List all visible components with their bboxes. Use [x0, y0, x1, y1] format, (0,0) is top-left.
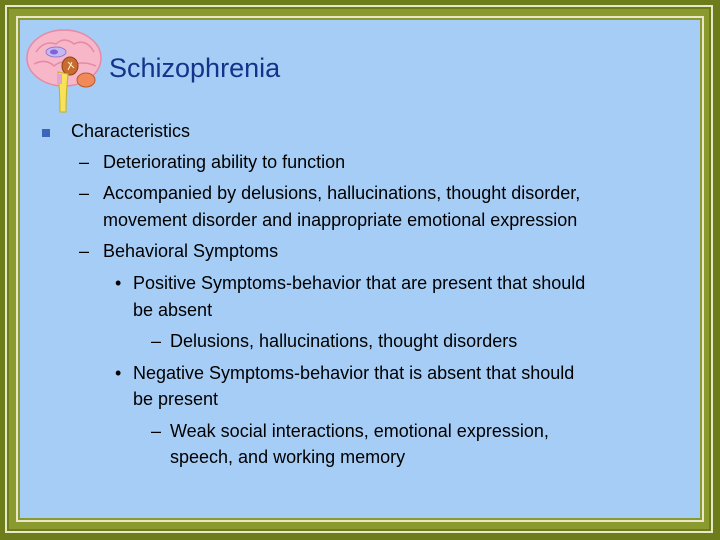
dot-marker: • — [115, 273, 122, 293]
dash-marker: – — [79, 241, 90, 261]
dash-marker: – — [79, 152, 90, 172]
dash-marker: – — [151, 421, 162, 441]
bullet-l1: Characteristics — [71, 121, 191, 141]
bullet-l3-2b: be present — [133, 389, 219, 409]
bullet-l2-3: Behavioral Symptoms — [103, 241, 279, 261]
dash-marker: – — [79, 183, 90, 203]
bullet-l3-2a: Negative Symptoms-behavior that is absent that should — [133, 363, 575, 383]
bullet-l2-2a: Accompanied by delusions, hallucinations, thought disorder, — [103, 183, 581, 203]
brain-icon — [24, 22, 104, 114]
slide-content — [20, 20, 700, 518]
bullet-l3-1b: be absent — [133, 300, 213, 320]
bullet-l4-1: Delusions, hallucinations, thought disorders — [170, 331, 518, 351]
dash-marker: – — [151, 331, 162, 351]
square-bullet-icon — [42, 129, 50, 137]
bullet-l4-2b: speech, and working memory — [170, 447, 406, 467]
bullet-l2-1: Deteriorating ability to function — [103, 152, 346, 172]
slide-title: Schizophrenia — [109, 53, 281, 83]
bullet-l2-2b: movement disorder and inappropriate emotional expression — [103, 210, 578, 230]
bullet-l4-2a: Weak social interactions, emotional expression, — [170, 421, 549, 441]
dot-marker: • — [115, 363, 122, 383]
bullet-l3-1a: Positive Symptoms-behavior that are present that should — [133, 273, 586, 293]
